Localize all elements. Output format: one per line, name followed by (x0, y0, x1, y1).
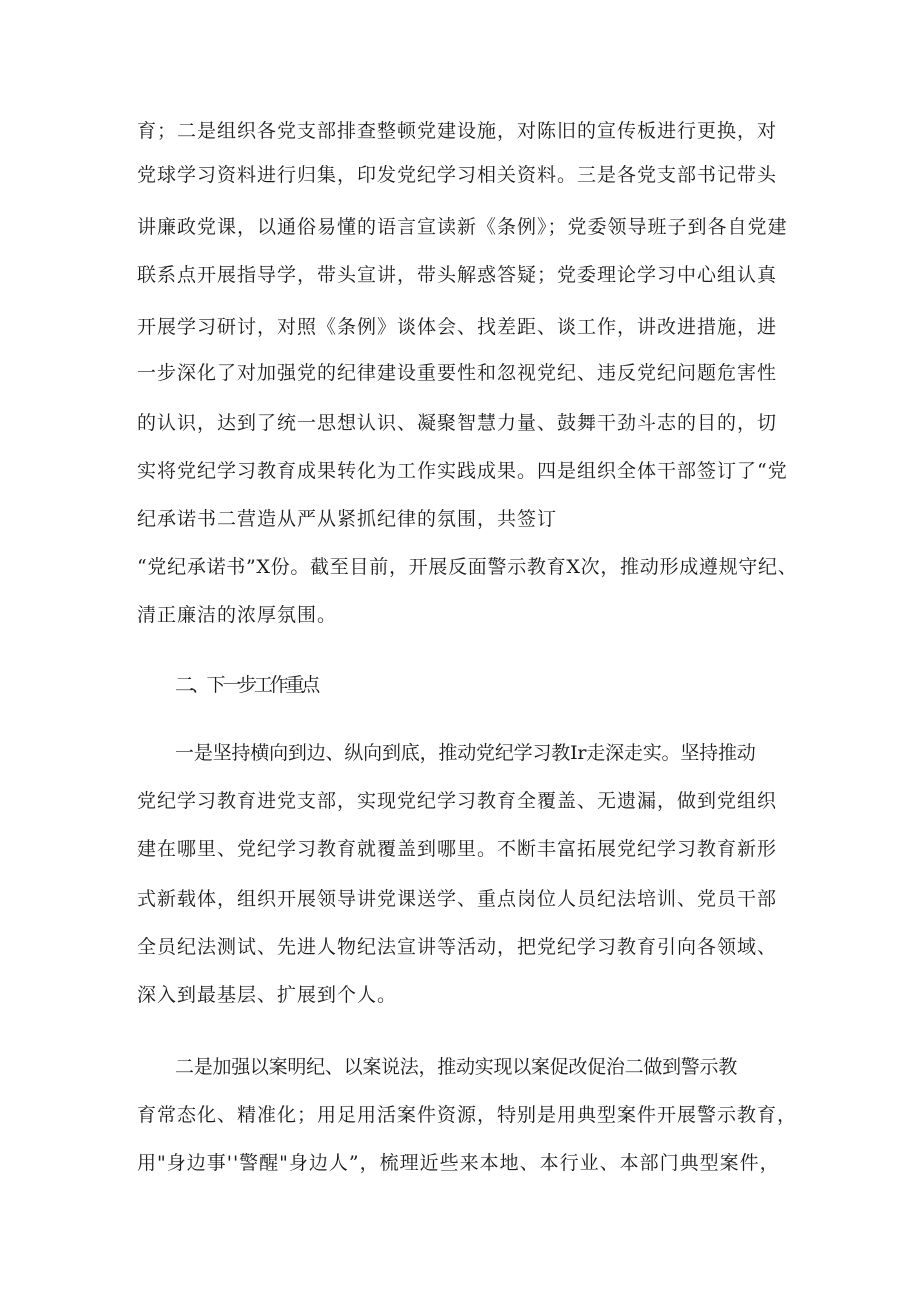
text-line: 党球学习资料进行归集，印发党纪学习相关资料。三是各党支部书记带头 (137, 164, 778, 186)
text-line: 一步深化了对加强党的纪律建设重要性和忽视党纪、违反党纪问题危害性 (137, 362, 778, 384)
text-line: 联系点开展指导学，带头宣讲，带头解惑答疑；党委理论学习中心组认真 (137, 264, 778, 286)
text-line: 深入到最基层、扩展到个人。 (137, 984, 398, 1006)
text-line: 育；二是组织各党支部排查整顿党建设施，对陈旧的宣传板进行更换，对 (137, 120, 778, 142)
text-line: 清正廉洁的浓厚氛围。 (137, 604, 338, 626)
text-line: 式新载体，组织开展领导讲党课送学、重点岗位人员纪法培训、党员干部 (137, 888, 778, 910)
text-line: 实将党纪学习教育成果转化为工作实践成果。四是组织全体干部签订了“党 (137, 460, 788, 482)
text-line: 党纪学习教育进党支部，实现党纪学习教育全覆盖、无遗漏，做到党组织 (137, 790, 778, 812)
text-line: “党纪承诺书”X份。截至目前，开展反面警示教育X次，推动形成遵规守纪、 (137, 556, 798, 578)
text-line: 建在哪里、党纪学习教育就覆盖到哪里。不断丰富拓展党纪学习教育新形 (137, 838, 778, 860)
section-heading: 二、下一步工作重点 (175, 674, 318, 696)
text-line: 的认识，达到了统一思想认识、凝聚智慧力量、鼓舞干劲斗志的目的，切 (137, 412, 778, 434)
text-line: 全员纪法测试、先进人物纪法宣讲等活动，把党纪学习教育引向各领域、 (137, 936, 778, 958)
text-line: 一是坚持横向到边、纵向到底，推动党纪学习教Ir走深走实。坚持推动 (175, 742, 756, 764)
text-line: 纪承诺书二营造从严从紧抓纪律的氛围，共签订 (137, 508, 558, 530)
text-line: 开展学习研讨，对照《条例》谈体会、找差距、谈工作，讲改进措施，进 (137, 316, 778, 338)
text-line: 二是加强以案明纪、以案说法，推动实现以案促改促治二做到警示教 (175, 1056, 738, 1078)
text-line: 讲廉政党课，以通俗易懂的语言宣读新《条例》；党委领导班子到各自党建 (137, 216, 788, 238)
text-line: 育常态化、精准化；用足用活案件资源，特别是用典型案件开展警示教育， (137, 1104, 798, 1126)
text-line: 用"身边事''警醒"身边人”，梳理近些来本地、本行业、本部门典型案件， (137, 1152, 780, 1174)
